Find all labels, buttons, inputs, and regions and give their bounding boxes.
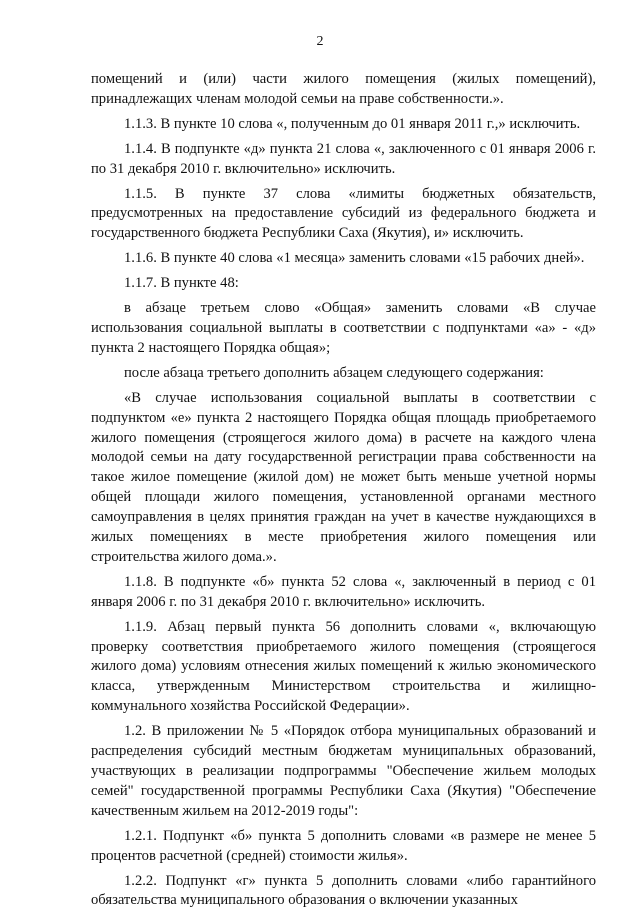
paragraph: 1.1.7. В пункте 48: bbox=[124, 275, 239, 292]
paragraph: 1.1.6. В пункте 40 слова «1 месяца» заменить словами «15 рабочих дней». bbox=[124, 250, 585, 267]
paragraph: 1.1.9. Абзац первый пункта 56 дополнить словами «, включающую проверку соответствия приобретаемого жилого помещения (строящегося жилого дома) условиям отнесения жилых помещений к жилью экономического класса, утвержденным Министерством строительства и жилищно-коммунального хозяйства Российской Федерации». bbox=[91, 618, 596, 715]
paragraph: 1.1.8. В подпункте «б» пункта 52 слова «, заключенный в период с 01 января 2006 г. по 31 декабря 2010 г. включительно» исключить. bbox=[91, 573, 596, 610]
paragraph: после абзаца третьего дополнить абзацем следующего содержания: bbox=[124, 364, 544, 381]
paragraph: 1.1.5. В пункте 37 слова «лимиты бюджетных обязательств, предусмотренных на предоставление субсидий из федерального бюджета и государственного бюджета Республики Саха (Якутия), и» исключить. bbox=[91, 185, 596, 242]
page-number: 2 bbox=[316, 34, 324, 49]
paragraph: в абзаце третьем слово «Общая» заменить словами «В случае использования социальной выплаты в соответствии с подпунктами «а» - «д» пункта 2 настоящего Порядка общая»; bbox=[91, 300, 596, 356]
paragraph: 1.2.2. Подпункт «г» пункта 5 дополнить словами «либо гарантийного обязательства муниципального образования о включении указанных bbox=[91, 872, 596, 909]
paragraph: помещений и (или) части жилого помещения (жилых помещений), принадлежащих членам молодой семьи на праве собственности.». bbox=[91, 71, 596, 107]
paragraph: 1.1.3. В пункте 10 слова «, полученным до 01 января 2011 г.,» исключить. bbox=[124, 115, 581, 132]
paragraph: 1.2.1. Подпункт «б» пункта 5 дополнить словами «в размере не менее 5 процентов расчетной (средней) стоимости жилья». bbox=[91, 827, 596, 864]
paragraph: 1.1.4. В подпункте «д» пункта 21 слова «, заключенного с 01 января 2006 г. по 31 декабря 2010 г. включительно» исключить. bbox=[91, 140, 596, 177]
document-body bbox=[91, 70, 596, 911]
paragraph: «В случае использования социальной выплаты в соответствии с подпунктом «е» пункта 2 настоящего Порядка общая площадь приобретаемого жилого помещения (строящегося жилого дома) в расчете на каждого члена молодой семьи на дату государственной регистрации права собственности на такое жилое помещение (жилой дом) не может быть меньше учетной нормы общей площади жилого помещения, установленной органами местного самоуправления в целях принятия граждан на учет в качестве нуждающихся в жилых помещениях в месте приобретения жилого помещения или строительства жилого дома.». bbox=[91, 389, 596, 565]
paragraph: 1.2. В приложении № 5 «Порядок отбора муниципальных образований и распределения субсидий местным бюджетам муниципальных образований, участвующих в реализации подпрограммы "Обеспечение жильем молодых семей" государственной программы Республики Саха (Якутия) "Обеспечение качественным жильем на 2012-2019 годы": bbox=[91, 723, 596, 819]
